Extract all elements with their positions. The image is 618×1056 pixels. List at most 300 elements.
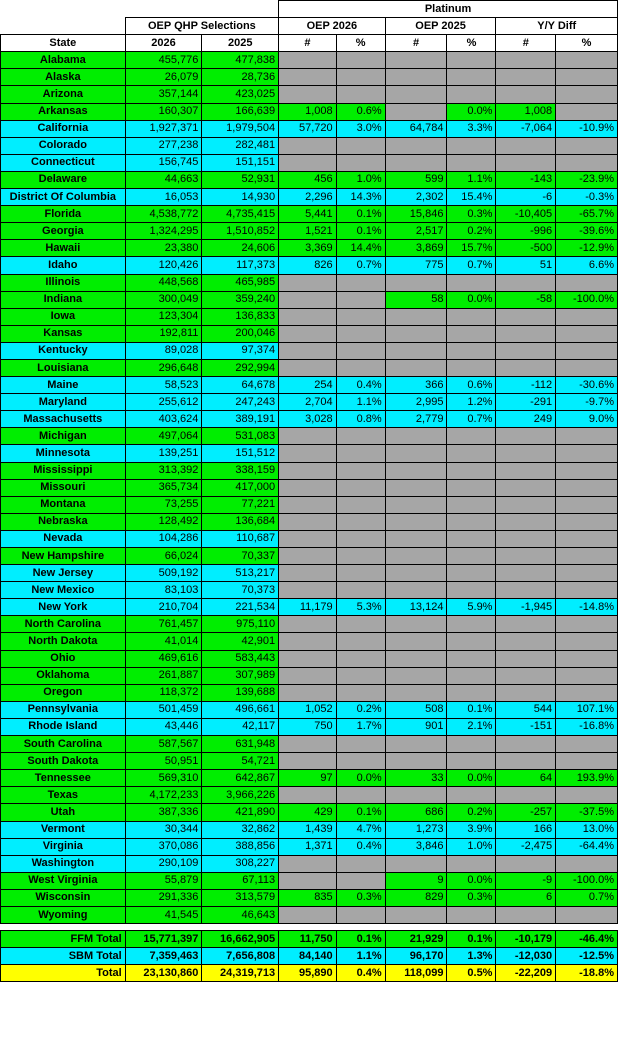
cell-value: 761,457 — [125, 616, 202, 633]
cell-value: 160,307 — [125, 103, 202, 120]
header-2026: 2026 — [125, 35, 202, 52]
cell-value — [279, 137, 337, 154]
table-row[interactable] — [1, 855, 618, 872]
cell-value: 4.7% — [336, 821, 385, 838]
cell-value: 64,784 — [385, 120, 447, 137]
cell-value — [385, 86, 447, 103]
header-2025: 2025 — [202, 35, 279, 52]
cell-value — [279, 359, 337, 376]
cell-value: 313,579 — [202, 889, 279, 906]
table-row[interactable] — [1, 565, 618, 582]
cell-value: 77,221 — [202, 496, 279, 513]
cell-value — [336, 513, 385, 530]
table-row[interactable] — [1, 394, 618, 411]
cell-value: 1,371 — [279, 838, 337, 855]
cell-value: 2,517 — [385, 223, 447, 240]
cell-value: 0.4% — [336, 838, 385, 855]
cell-value: 15.7% — [447, 240, 496, 257]
cell-value — [496, 565, 556, 582]
cell-value — [279, 52, 337, 69]
cell-value: -12.9% — [556, 240, 618, 257]
cell-value: 0.3% — [447, 206, 496, 223]
table-row[interactable] — [1, 513, 618, 530]
cell-value — [556, 325, 618, 342]
cell-total-value: 23,130,860 — [125, 965, 202, 982]
cell-value: 826 — [279, 257, 337, 274]
cell-value — [556, 428, 618, 445]
cell-state: South Dakota — [1, 753, 126, 770]
cell-value — [336, 479, 385, 496]
table-row[interactable] — [1, 342, 618, 359]
cell-value — [447, 325, 496, 342]
cell-value: 829 — [385, 889, 447, 906]
table-row[interactable] — [1, 838, 618, 855]
cell-value — [447, 650, 496, 667]
cell-state: Texas — [1, 787, 126, 804]
header-oep-2025: OEP 2025 — [385, 18, 496, 35]
table-row[interactable] — [1, 906, 618, 923]
cell-value: 417,000 — [202, 479, 279, 496]
cell-value: 33 — [385, 770, 447, 787]
cell-value — [385, 650, 447, 667]
cell-state: Iowa — [1, 308, 126, 325]
cell-value — [385, 445, 447, 462]
cell-value: -10,405 — [496, 206, 556, 223]
spacer-row — [1, 924, 618, 931]
table-row[interactable] — [1, 889, 618, 906]
cell-value — [447, 137, 496, 154]
table-row[interactable] — [1, 103, 618, 120]
cell-value: 477,838 — [202, 52, 279, 69]
cell-value: -64.4% — [556, 838, 618, 855]
cell-state: Florida — [1, 206, 126, 223]
cell-value: 32,862 — [202, 821, 279, 838]
cell-value: 46,643 — [202, 906, 279, 923]
cell-total-value: 96,170 — [385, 948, 447, 965]
cell-value — [385, 308, 447, 325]
cell-value: 2,779 — [385, 411, 447, 428]
cell-value — [556, 308, 618, 325]
table-row[interactable] — [1, 821, 618, 838]
cell-value: 300,049 — [125, 291, 202, 308]
cell-value: 6.6% — [556, 257, 618, 274]
cell-value: 0.2% — [447, 223, 496, 240]
cell-value: 67,113 — [202, 872, 279, 889]
cell-total-value: 15,771,397 — [125, 931, 202, 948]
cell-value — [336, 906, 385, 923]
cell-value: 24,606 — [202, 240, 279, 257]
table-row[interactable] — [1, 582, 618, 599]
cell-value: 4,538,772 — [125, 206, 202, 223]
cell-value — [279, 667, 337, 684]
cell-value: 14.3% — [336, 189, 385, 206]
cell-value: 975,110 — [202, 616, 279, 633]
cell-value: 51 — [496, 257, 556, 274]
cell-value: 0.4% — [336, 377, 385, 394]
cell-state: Nevada — [1, 530, 126, 547]
cell-state: Delaware — [1, 171, 126, 188]
cell-value: 120,426 — [125, 257, 202, 274]
cell-value — [447, 855, 496, 872]
cell-value — [556, 530, 618, 547]
cell-value — [336, 736, 385, 753]
cell-total-label: FFM Total — [1, 931, 126, 948]
cell-value: 313,392 — [125, 462, 202, 479]
cell-value: 0.8% — [336, 411, 385, 428]
cell-value — [496, 359, 556, 376]
cell-value — [336, 753, 385, 770]
cell-value — [447, 582, 496, 599]
cell-value — [336, 274, 385, 291]
table-row[interactable] — [1, 359, 618, 376]
cell-state: District Of Columbia — [1, 189, 126, 206]
cell-state: Utah — [1, 804, 126, 821]
cell-state: Wyoming — [1, 906, 126, 923]
cell-value — [336, 855, 385, 872]
cell-total-value: 7,656,808 — [202, 948, 279, 965]
cell-value: 30,344 — [125, 821, 202, 838]
cell-value: 508 — [385, 701, 447, 718]
table-row[interactable] — [1, 171, 618, 188]
cell-state: Alaska — [1, 69, 126, 86]
table-row[interactable] — [1, 770, 618, 787]
cell-value — [279, 633, 337, 650]
cell-value — [447, 787, 496, 804]
cell-value: 429 — [279, 804, 337, 821]
cell-value: 73,255 — [125, 496, 202, 513]
table-row[interactable] — [1, 377, 618, 394]
cell-value — [336, 291, 385, 308]
cell-value — [496, 69, 556, 86]
cell-value: 166,639 — [202, 103, 279, 120]
cell-value: 290,109 — [125, 855, 202, 872]
cell-value — [447, 684, 496, 701]
cell-value: 0.7% — [447, 411, 496, 428]
cell-value — [496, 308, 556, 325]
cell-value: 277,238 — [125, 137, 202, 154]
cell-value — [556, 548, 618, 565]
cell-value: 456 — [279, 171, 337, 188]
cell-value: -39.6% — [556, 223, 618, 240]
cell-state: Massachusetts — [1, 411, 126, 428]
cell-value: 469,616 — [125, 650, 202, 667]
cell-total-value: 0.1% — [447, 931, 496, 948]
cell-value: 387,336 — [125, 804, 202, 821]
cell-value — [336, 137, 385, 154]
cell-state: Hawaii — [1, 240, 126, 257]
table-row[interactable] — [1, 86, 618, 103]
table-row[interactable] — [1, 736, 618, 753]
cell-value: 2.1% — [447, 718, 496, 735]
cell-value: 118,372 — [125, 684, 202, 701]
cell-state: Illinois — [1, 274, 126, 291]
cell-value — [385, 52, 447, 69]
cell-value — [279, 736, 337, 753]
cell-total-value: 0.4% — [336, 965, 385, 982]
cell-value: -7,064 — [496, 120, 556, 137]
cell-value: -10.9% — [556, 120, 618, 137]
cell-value — [556, 154, 618, 171]
header-row-groups — [1, 18, 618, 35]
cell-value: 370,086 — [125, 838, 202, 855]
cell-value: 0.3% — [447, 889, 496, 906]
cell-value: 0.7% — [447, 257, 496, 274]
table-row[interactable] — [1, 428, 618, 445]
cell-value: 2,995 — [385, 394, 447, 411]
cell-value: 291,336 — [125, 889, 202, 906]
cell-value: 0.1% — [336, 804, 385, 821]
cell-value — [496, 787, 556, 804]
table-row[interactable] — [1, 548, 618, 565]
cell-value — [496, 445, 556, 462]
cell-value: -1,945 — [496, 599, 556, 616]
table-row[interactable] — [1, 52, 618, 69]
cell-value: 1.0% — [336, 171, 385, 188]
cell-value — [385, 513, 447, 530]
cell-value — [385, 137, 447, 154]
table-row[interactable] — [1, 257, 618, 274]
cell-value: 750 — [279, 718, 337, 735]
cell-value — [336, 650, 385, 667]
cell-value — [447, 736, 496, 753]
table-row[interactable] — [1, 667, 618, 684]
cell-state: Arizona — [1, 86, 126, 103]
cell-value: 210,704 — [125, 599, 202, 616]
cell-total-label: Total — [1, 965, 126, 982]
cell-value: 255,612 — [125, 394, 202, 411]
cell-value — [279, 274, 337, 291]
header-oep2025-num: # — [385, 35, 447, 52]
cell-state: West Virginia — [1, 872, 126, 889]
cell-state: Colorado — [1, 137, 126, 154]
table-row[interactable] — [1, 787, 618, 804]
cell-value — [336, 565, 385, 582]
cell-value: 15.4% — [447, 189, 496, 206]
cell-value: 50,951 — [125, 753, 202, 770]
cell-value: 1,510,852 — [202, 223, 279, 240]
cell-value — [336, 154, 385, 171]
cell-value: 4,735,415 — [202, 206, 279, 223]
cell-value: 83,103 — [125, 582, 202, 599]
cell-value — [496, 428, 556, 445]
cell-value — [556, 86, 618, 103]
cell-value: 599 — [385, 171, 447, 188]
table-row[interactable] — [1, 599, 618, 616]
cell-value — [279, 462, 337, 479]
table-row[interactable] — [1, 530, 618, 547]
cell-value — [279, 428, 337, 445]
cell-value — [385, 342, 447, 359]
cell-state: South Carolina — [1, 736, 126, 753]
cell-total-value: -46.4% — [556, 931, 618, 948]
cell-value: 64 — [496, 770, 556, 787]
cell-value — [279, 496, 337, 513]
cell-value: 0.7% — [556, 889, 618, 906]
cell-value: 166 — [496, 821, 556, 838]
cell-value: 403,624 — [125, 411, 202, 428]
cell-value: -100.0% — [556, 872, 618, 889]
cell-value: 200,046 — [202, 325, 279, 342]
cell-value: 123,304 — [125, 308, 202, 325]
cell-value — [496, 667, 556, 684]
cell-value — [556, 359, 618, 376]
cell-value — [556, 52, 618, 69]
cell-value — [496, 325, 556, 342]
cell-value: -112 — [496, 377, 556, 394]
cell-state: North Carolina — [1, 616, 126, 633]
cell-value — [496, 650, 556, 667]
cell-value — [447, 274, 496, 291]
cell-value: 1.1% — [336, 394, 385, 411]
cell-state: New York — [1, 599, 126, 616]
cell-value: 366 — [385, 377, 447, 394]
cell-value: 0.0% — [447, 103, 496, 120]
total-row — [1, 948, 618, 965]
table-row[interactable] — [1, 120, 618, 137]
header-spacer — [125, 1, 202, 18]
cell-value — [496, 855, 556, 872]
cell-value: 296,648 — [125, 359, 202, 376]
cell-value — [336, 667, 385, 684]
cell-value — [556, 855, 618, 872]
cell-value: 110,687 — [202, 530, 279, 547]
cell-value — [279, 582, 337, 599]
cell-value: 136,684 — [202, 513, 279, 530]
table-row[interactable] — [1, 718, 618, 735]
cell-value — [279, 154, 337, 171]
cell-value — [279, 69, 337, 86]
cell-value — [279, 855, 337, 872]
table-row[interactable] — [1, 701, 618, 718]
cell-value: 3,369 — [279, 240, 337, 257]
cell-state: Michigan — [1, 428, 126, 445]
cell-value: 193.9% — [556, 770, 618, 787]
table-row[interactable] — [1, 804, 618, 821]
cell-value — [447, 667, 496, 684]
cell-state: Vermont — [1, 821, 126, 838]
cell-value — [385, 359, 447, 376]
table-row[interactable] — [1, 753, 618, 770]
header-row-platinum — [1, 1, 618, 18]
cell-value: 42,901 — [202, 633, 279, 650]
cell-value — [496, 633, 556, 650]
cell-value — [556, 667, 618, 684]
cell-state: Indiana — [1, 291, 126, 308]
cell-value — [385, 753, 447, 770]
cell-value — [385, 325, 447, 342]
cell-value — [385, 496, 447, 513]
cell-value: 1,979,504 — [202, 120, 279, 137]
table-row[interactable] — [1, 137, 618, 154]
cell-value: 0.3% — [336, 889, 385, 906]
cell-value — [447, 479, 496, 496]
cell-value — [496, 154, 556, 171]
cell-value: 23,380 — [125, 240, 202, 257]
table-row[interactable] — [1, 223, 618, 240]
cell-value: 359,240 — [202, 291, 279, 308]
cell-value — [336, 872, 385, 889]
cell-value: -9 — [496, 872, 556, 889]
cell-value: 338,159 — [202, 462, 279, 479]
cell-value: 58,523 — [125, 377, 202, 394]
cell-value — [336, 633, 385, 650]
cell-value — [336, 530, 385, 547]
table-row[interactable] — [1, 650, 618, 667]
table-row[interactable] — [1, 274, 618, 291]
cell-value: -500 — [496, 240, 556, 257]
table-row[interactable] — [1, 308, 618, 325]
cell-value: 509,192 — [125, 565, 202, 582]
header-spacer — [1, 1, 126, 18]
cell-value — [447, 359, 496, 376]
table-row[interactable] — [1, 206, 618, 223]
cell-value — [556, 69, 618, 86]
cell-value — [336, 787, 385, 804]
table-row[interactable] — [1, 240, 618, 257]
cell-value: 16,053 — [125, 189, 202, 206]
table-row[interactable] — [1, 462, 618, 479]
cell-value — [385, 855, 447, 872]
cell-value: 1,008 — [496, 103, 556, 120]
cell-value — [279, 291, 337, 308]
cell-value: 357,144 — [125, 86, 202, 103]
cell-value: 0.0% — [336, 770, 385, 787]
cell-value: 365,734 — [125, 479, 202, 496]
table-row[interactable] — [1, 496, 618, 513]
cell-value — [447, 86, 496, 103]
table-row[interactable] — [1, 445, 618, 462]
table-row[interactable] — [1, 684, 618, 701]
table-row[interactable] — [1, 154, 618, 171]
cell-value: 70,373 — [202, 582, 279, 599]
table-row[interactable] — [1, 291, 618, 308]
cell-value — [496, 684, 556, 701]
header-oep-qhp-selections: OEP QHP Selections — [125, 18, 278, 35]
cell-value: 5.3% — [336, 599, 385, 616]
table-row[interactable] — [1, 69, 618, 86]
header-yy-pct: % — [556, 35, 618, 52]
cell-state: Mississippi — [1, 462, 126, 479]
cell-state: Rhode Island — [1, 718, 126, 735]
cell-value: 128,492 — [125, 513, 202, 530]
cell-state: California — [1, 120, 126, 137]
cell-value: 1,324,295 — [125, 223, 202, 240]
cell-value: 26,079 — [125, 69, 202, 86]
table-row[interactable] — [1, 325, 618, 342]
table-row[interactable] — [1, 616, 618, 633]
table-row[interactable] — [1, 633, 618, 650]
cell-value — [447, 513, 496, 530]
cell-value — [385, 684, 447, 701]
cell-value: -37.5% — [556, 804, 618, 821]
cell-state: Missouri — [1, 479, 126, 496]
cell-value: -151 — [496, 718, 556, 735]
cell-value: 42,117 — [202, 718, 279, 735]
cell-state: Idaho — [1, 257, 126, 274]
table-row[interactable] — [1, 189, 618, 206]
cell-value: 0.6% — [336, 103, 385, 120]
cell-value: 0.1% — [447, 701, 496, 718]
cell-value — [385, 103, 447, 120]
cell-value — [385, 565, 447, 582]
table-row[interactable] — [1, 411, 618, 428]
cell-value — [447, 69, 496, 86]
table-row[interactable] — [1, 479, 618, 496]
cell-state: Kentucky — [1, 342, 126, 359]
cell-value: 5.9% — [447, 599, 496, 616]
cell-value — [336, 359, 385, 376]
table-row[interactable] — [1, 872, 618, 889]
